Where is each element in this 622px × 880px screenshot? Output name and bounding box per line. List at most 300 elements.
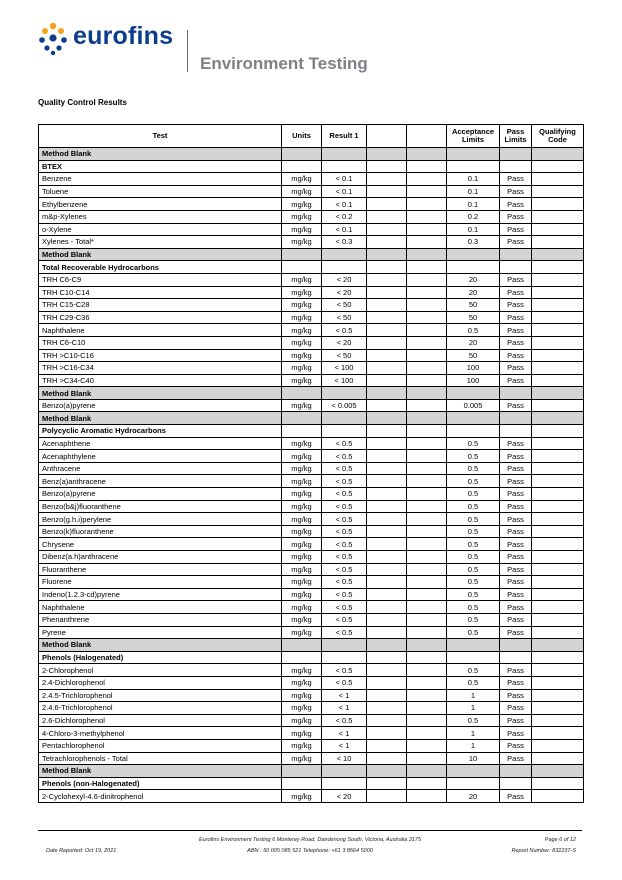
cell-result: < 0.5 xyxy=(322,576,367,589)
cell-units: mg/kg xyxy=(282,185,322,198)
cell-acceptance-limit: 0.5 xyxy=(447,500,500,513)
cell-empty xyxy=(322,261,367,274)
header-divider xyxy=(187,30,188,72)
cell-empty xyxy=(322,160,367,173)
footer-page-number: Page 6 of 12 xyxy=(544,837,576,843)
cell-test: Benzo(a)pyrene xyxy=(39,399,282,412)
cell-result: < 100 xyxy=(322,374,367,387)
cell-empty xyxy=(407,626,447,639)
cell-empty xyxy=(367,286,407,299)
section-title: Quality Control Results xyxy=(38,98,127,107)
cell-qualifying-code xyxy=(532,689,584,702)
cell-pass: Pass xyxy=(500,399,532,412)
cell-empty xyxy=(407,412,447,425)
cell-empty xyxy=(407,185,447,198)
section-label: Polycyclic Aromatic Hydrocarbons xyxy=(39,425,282,438)
cell-pass: Pass xyxy=(500,273,532,286)
cell-test: TRH C29-C36 xyxy=(39,311,282,324)
cell-result: < 50 xyxy=(322,311,367,324)
table-row xyxy=(39,576,584,589)
cell-qualifying-code xyxy=(532,236,584,249)
table-row xyxy=(39,513,584,526)
cell-result: < 0.5 xyxy=(322,538,367,551)
cell-empty xyxy=(367,223,407,236)
cell-pass: Pass xyxy=(500,752,532,765)
table-row xyxy=(39,374,584,387)
table-row xyxy=(39,324,584,337)
cell-empty xyxy=(367,399,407,412)
cell-empty xyxy=(367,513,407,526)
cell-acceptance-limit: 0.005 xyxy=(447,399,500,412)
cell-test: Benzo(g.h.i)perylene xyxy=(39,513,282,526)
cell-empty xyxy=(532,777,584,790)
cell-qualifying-code xyxy=(532,739,584,752)
table-row xyxy=(39,462,584,475)
table-row xyxy=(39,551,584,564)
cell-qualifying-code xyxy=(532,525,584,538)
cell-acceptance-limit: 1 xyxy=(447,689,500,702)
cell-empty xyxy=(367,714,407,727)
cell-qualifying-code xyxy=(532,626,584,639)
cell-empty xyxy=(367,676,407,689)
cell-result: < 0.5 xyxy=(322,324,367,337)
cell-units: mg/kg xyxy=(282,626,322,639)
cell-empty xyxy=(500,639,532,652)
cell-units: mg/kg xyxy=(282,676,322,689)
cell-acceptance-limit: 0.5 xyxy=(447,513,500,526)
footer-divider xyxy=(38,830,582,831)
cell-empty xyxy=(367,551,407,564)
cell-test: TRH >C34-C40 xyxy=(39,374,282,387)
cell-result: < 100 xyxy=(322,362,367,375)
cell-empty xyxy=(322,639,367,652)
col-header-pass: Pass Limits xyxy=(500,125,532,148)
cell-result: < 0.5 xyxy=(322,664,367,677)
table-row xyxy=(39,500,584,513)
cell-units: mg/kg xyxy=(282,349,322,362)
cell-empty xyxy=(367,689,407,702)
cell-units: mg/kg xyxy=(282,752,322,765)
table-row xyxy=(39,236,584,249)
cell-result: < 20 xyxy=(322,790,367,803)
cell-qualifying-code xyxy=(532,790,584,803)
cell-acceptance-limit: 0.5 xyxy=(447,626,500,639)
cell-result: < 0.5 xyxy=(322,626,367,639)
cell-empty xyxy=(367,273,407,286)
cell-empty xyxy=(367,563,407,576)
cell-qualifying-code xyxy=(532,752,584,765)
cell-pass: Pass xyxy=(500,299,532,312)
cell-acceptance-limit: 0.1 xyxy=(447,173,500,186)
cell-empty xyxy=(367,488,407,501)
cell-test: 2.6-Dichlorophenol xyxy=(39,714,282,727)
cell-test: Ethylbenzene xyxy=(39,198,282,211)
cell-empty xyxy=(407,676,447,689)
table-row xyxy=(39,601,584,614)
header-subtitle: Environment Testing xyxy=(200,54,368,73)
cell-empty xyxy=(407,525,447,538)
cell-qualifying-code xyxy=(532,223,584,236)
cell-empty xyxy=(282,248,322,261)
cell-empty xyxy=(367,739,407,752)
section-label: Phenols (non-Halogenated) xyxy=(39,777,282,790)
table-row xyxy=(39,664,584,677)
cell-test: Anthracene xyxy=(39,462,282,475)
cell-qualifying-code xyxy=(532,714,584,727)
section-header-row xyxy=(39,651,584,664)
cell-empty xyxy=(367,664,407,677)
cell-empty xyxy=(367,702,407,715)
cell-test: Phenanthrene xyxy=(39,613,282,626)
cell-qualifying-code xyxy=(532,286,584,299)
cell-test: Benzo(k)fluoranthene xyxy=(39,525,282,538)
cell-result: < 0.2 xyxy=(322,210,367,223)
table-row xyxy=(39,563,584,576)
cell-empty xyxy=(367,525,407,538)
table-row xyxy=(39,437,584,450)
cell-acceptance-limit: 0.5 xyxy=(447,676,500,689)
cell-acceptance-limit: 0.5 xyxy=(447,551,500,564)
cell-result: < 1 xyxy=(322,702,367,715)
cell-empty xyxy=(367,626,407,639)
cell-empty xyxy=(407,727,447,740)
cell-empty xyxy=(407,475,447,488)
col-header-test: Test xyxy=(39,125,282,148)
cell-result: < 50 xyxy=(322,299,367,312)
cell-empty xyxy=(447,387,500,400)
cell-pass: Pass xyxy=(500,739,532,752)
cell-units: mg/kg xyxy=(282,488,322,501)
table-row xyxy=(39,185,584,198)
cell-empty xyxy=(367,425,407,438)
table-row xyxy=(39,525,584,538)
cell-test: Naphthalene xyxy=(39,324,282,337)
cell-empty xyxy=(367,790,407,803)
cell-empty xyxy=(407,777,447,790)
cell-acceptance-limit: 1 xyxy=(447,739,500,752)
cell-qualifying-code xyxy=(532,601,584,614)
cell-qualifying-code xyxy=(532,702,584,715)
method-blank-row xyxy=(39,148,584,161)
cell-test: TRH >C16-C34 xyxy=(39,362,282,375)
cell-empty xyxy=(367,601,407,614)
cell-empty xyxy=(500,248,532,261)
cell-empty xyxy=(282,651,322,664)
cell-empty xyxy=(407,689,447,702)
cell-test: TRH C10-C14 xyxy=(39,286,282,299)
cell-empty xyxy=(367,261,407,274)
col-header-blank-1 xyxy=(367,125,407,148)
cell-acceptance-limit: 0.5 xyxy=(447,475,500,488)
cell-empty xyxy=(407,551,447,564)
cell-result: < 0.5 xyxy=(322,551,367,564)
cell-test: Benzene xyxy=(39,173,282,186)
cell-units: mg/kg xyxy=(282,236,322,249)
cell-acceptance-limit: 0.1 xyxy=(447,223,500,236)
cell-empty xyxy=(367,639,407,652)
table-row xyxy=(39,362,584,375)
cell-result: < 0.3 xyxy=(322,236,367,249)
col-header-blank-2 xyxy=(407,125,447,148)
cell-units: mg/kg xyxy=(282,437,322,450)
cell-empty xyxy=(532,261,584,274)
cell-empty xyxy=(367,651,407,664)
cell-result: < 0.1 xyxy=(322,185,367,198)
col-header-acceptance: Acceptance Limits xyxy=(447,125,500,148)
cell-empty xyxy=(407,437,447,450)
cell-empty xyxy=(500,651,532,664)
cell-empty xyxy=(447,248,500,261)
cell-qualifying-code xyxy=(532,462,584,475)
cell-empty xyxy=(407,160,447,173)
cell-qualifying-code xyxy=(532,437,584,450)
cell-empty xyxy=(322,777,367,790)
cell-empty xyxy=(367,198,407,211)
cell-test: Indeno(1.2.3-cd)pyrene xyxy=(39,588,282,601)
eurofins-logo-icon xyxy=(38,22,68,56)
cell-empty xyxy=(407,374,447,387)
footer-abn: ABN : 50 005 085 521 Telephone: +61 3 8564 5000 xyxy=(247,848,373,854)
cell-empty xyxy=(282,387,322,400)
table-row xyxy=(39,475,584,488)
cell-pass: Pass xyxy=(500,714,532,727)
cell-empty xyxy=(447,160,500,173)
cell-units: mg/kg xyxy=(282,739,322,752)
cell-test: Benzo(a)pyrene xyxy=(39,488,282,501)
cell-pass: Pass xyxy=(500,790,532,803)
cell-acceptance-limit: 0.5 xyxy=(447,613,500,626)
cell-units: mg/kg xyxy=(282,324,322,337)
cell-units: mg/kg xyxy=(282,336,322,349)
cell-result: < 20 xyxy=(322,336,367,349)
cell-qualifying-code xyxy=(532,727,584,740)
method-blank-row xyxy=(39,765,584,778)
cell-result: < 0.1 xyxy=(322,198,367,211)
cell-empty xyxy=(407,425,447,438)
cell-empty xyxy=(407,261,447,274)
cell-units: mg/kg xyxy=(282,399,322,412)
cell-empty xyxy=(447,777,500,790)
cell-empty xyxy=(532,412,584,425)
table-row xyxy=(39,613,584,626)
cell-result: < 0.5 xyxy=(322,676,367,689)
cell-pass: Pass xyxy=(500,588,532,601)
cell-empty xyxy=(407,299,447,312)
cell-acceptance-limit: 0.5 xyxy=(447,538,500,551)
cell-empty xyxy=(367,777,407,790)
cell-empty xyxy=(367,324,407,337)
cell-empty xyxy=(500,777,532,790)
cell-acceptance-limit: 50 xyxy=(447,299,500,312)
cell-result: < 0.5 xyxy=(322,601,367,614)
cell-test: TRH C15-C28 xyxy=(39,299,282,312)
cell-empty xyxy=(407,286,447,299)
cell-empty xyxy=(407,538,447,551)
cell-test: Fluorene xyxy=(39,576,282,589)
cell-acceptance-limit: 0.5 xyxy=(447,714,500,727)
table-row xyxy=(39,739,584,752)
cell-empty xyxy=(532,387,584,400)
cell-units: mg/kg xyxy=(282,223,322,236)
cell-acceptance-limit: 0.5 xyxy=(447,563,500,576)
cell-pass: Pass xyxy=(500,210,532,223)
cell-qualifying-code xyxy=(532,299,584,312)
table-body xyxy=(39,148,584,803)
cell-empty xyxy=(322,248,367,261)
cell-qualifying-code xyxy=(532,488,584,501)
table-row xyxy=(39,273,584,286)
cell-qualifying-code xyxy=(532,324,584,337)
cell-units: mg/kg xyxy=(282,475,322,488)
cell-empty xyxy=(407,714,447,727)
cell-empty xyxy=(282,425,322,438)
cell-empty xyxy=(407,387,447,400)
cell-result: < 0.5 xyxy=(322,513,367,526)
cell-empty xyxy=(407,210,447,223)
cell-empty xyxy=(407,563,447,576)
cell-test: Acenaphthene xyxy=(39,437,282,450)
col-header-qualifying: Qualifying Code xyxy=(532,125,584,148)
cell-empty xyxy=(447,765,500,778)
cell-empty xyxy=(367,349,407,362)
cell-empty xyxy=(282,777,322,790)
cell-qualifying-code xyxy=(532,349,584,362)
cell-units: mg/kg xyxy=(282,538,322,551)
cell-units: mg/kg xyxy=(282,286,322,299)
table-row xyxy=(39,689,584,702)
cell-qualifying-code xyxy=(532,336,584,349)
cell-pass: Pass xyxy=(500,198,532,211)
cell-empty xyxy=(367,185,407,198)
cell-acceptance-limit: 0.3 xyxy=(447,236,500,249)
cell-empty xyxy=(500,412,532,425)
cell-pass: Pass xyxy=(500,185,532,198)
cell-result: < 1 xyxy=(322,739,367,752)
cell-result: < 0.5 xyxy=(322,714,367,727)
cell-empty xyxy=(407,513,447,526)
cell-units: mg/kg xyxy=(282,664,322,677)
cell-qualifying-code xyxy=(532,399,584,412)
cell-empty xyxy=(532,765,584,778)
cell-empty xyxy=(447,425,500,438)
cell-empty xyxy=(447,148,500,161)
cell-test: Acenaphthylene xyxy=(39,450,282,463)
cell-empty xyxy=(407,576,447,589)
cell-empty xyxy=(407,173,447,186)
cell-units: mg/kg xyxy=(282,362,322,375)
cell-pass: Pass xyxy=(500,349,532,362)
cell-units: mg/kg xyxy=(282,513,322,526)
cell-test: 2.4.5-Trichlorophenol xyxy=(39,689,282,702)
cell-test: TRH C6-C10 xyxy=(39,336,282,349)
cell-empty xyxy=(367,148,407,161)
table-row xyxy=(39,198,584,211)
cell-test: Toluene xyxy=(39,185,282,198)
cell-test: Tetrachlorophenols - Total xyxy=(39,752,282,765)
table-row xyxy=(39,676,584,689)
cell-qualifying-code xyxy=(532,563,584,576)
cell-test: TRH >C10-C16 xyxy=(39,349,282,362)
cell-acceptance-limit: 20 xyxy=(447,790,500,803)
cell-result: < 0.5 xyxy=(322,450,367,463)
cell-test: 2.4.6-Trichlorophenol xyxy=(39,702,282,715)
cell-empty xyxy=(532,639,584,652)
cell-empty xyxy=(322,412,367,425)
cell-test: Pyrene xyxy=(39,626,282,639)
cell-units: mg/kg xyxy=(282,714,322,727)
cell-empty xyxy=(282,639,322,652)
cell-pass: Pass xyxy=(500,702,532,715)
cell-units: mg/kg xyxy=(282,613,322,626)
cell-result: < 1 xyxy=(322,689,367,702)
table-row xyxy=(39,399,584,412)
cell-acceptance-limit: 0.5 xyxy=(447,450,500,463)
cell-qualifying-code xyxy=(532,475,584,488)
cell-pass: Pass xyxy=(500,613,532,626)
cell-result: < 50 xyxy=(322,349,367,362)
cell-acceptance-limit: 0.5 xyxy=(447,664,500,677)
cell-pass: Pass xyxy=(500,475,532,488)
logo-text: eurofins xyxy=(73,22,174,50)
method-blank-label: Method Blank xyxy=(39,248,282,261)
section-header-row xyxy=(39,261,584,274)
cell-empty xyxy=(407,311,447,324)
cell-acceptance-limit: 1 xyxy=(447,702,500,715)
cell-result: < 0.1 xyxy=(322,173,367,186)
cell-pass: Pass xyxy=(500,324,532,337)
cell-result: < 0.5 xyxy=(322,525,367,538)
footer-report-number: Report Number: 832237-S xyxy=(511,848,576,854)
cell-test: Benz(a)anthracene xyxy=(39,475,282,488)
cell-acceptance-limit: 0.5 xyxy=(447,576,500,589)
cell-empty xyxy=(367,576,407,589)
cell-units: mg/kg xyxy=(282,374,322,387)
cell-result: < 0.5 xyxy=(322,488,367,501)
cell-empty xyxy=(407,588,447,601)
cell-empty xyxy=(407,765,447,778)
cell-empty xyxy=(407,324,447,337)
cell-acceptance-limit: 10 xyxy=(447,752,500,765)
cell-result: < 0.5 xyxy=(322,563,367,576)
cell-units: mg/kg xyxy=(282,563,322,576)
cell-qualifying-code xyxy=(532,362,584,375)
cell-pass: Pass xyxy=(500,601,532,614)
cell-pass: Pass xyxy=(500,488,532,501)
footer-address: Eurofins Environment Testing 6 Monterey Road, Dandenong South, Victoria, Australia 3175 xyxy=(198,837,422,843)
cell-qualifying-code xyxy=(532,374,584,387)
cell-empty xyxy=(447,639,500,652)
cell-acceptance-limit: 20 xyxy=(447,273,500,286)
cell-empty xyxy=(500,387,532,400)
cell-qualifying-code xyxy=(532,676,584,689)
cell-pass: Pass xyxy=(500,626,532,639)
cell-empty xyxy=(367,475,407,488)
cell-empty xyxy=(367,727,407,740)
cell-empty xyxy=(367,462,407,475)
cell-empty xyxy=(407,639,447,652)
cell-empty xyxy=(367,374,407,387)
cell-empty xyxy=(367,311,407,324)
section-header-row xyxy=(39,777,584,790)
cell-pass: Pass xyxy=(500,576,532,589)
cell-empty xyxy=(407,236,447,249)
cell-test: m&p-Xylenes xyxy=(39,210,282,223)
qc-results-table xyxy=(38,124,584,803)
table-row xyxy=(39,173,584,186)
cell-empty xyxy=(322,387,367,400)
cell-result: < 0.5 xyxy=(322,588,367,601)
cell-qualifying-code xyxy=(532,551,584,564)
